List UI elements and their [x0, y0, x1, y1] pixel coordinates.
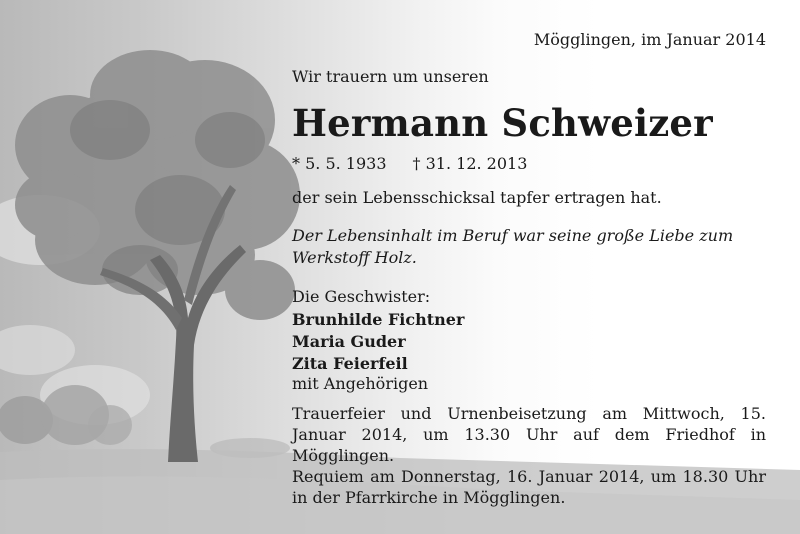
place-date: Mögglingen, im Januar 2014 [533, 30, 766, 49]
memorial-quote: Der Lebensinhalt im Beruf war seine große Liebe zum Werkstoff Holz. [292, 226, 734, 267]
fate-line: der sein Lebensschicksal tapfer ertragen hat. [292, 188, 662, 207]
intro-line: Wir trauern um unseren [292, 67, 489, 86]
siblings-heading: Die Geschwister: [292, 287, 431, 306]
requiem-details: Requiem am Donnerstag, 16. Januar 2014, um 18.30 Uhr in der Pfarrkirche in Mögglingen. [292, 467, 766, 507]
sibling-name: Zita Feierfeil [292, 354, 408, 373]
siblings-list [292, 309, 464, 375]
birth-date: * 5. 5. 1933 [292, 154, 387, 173]
death-date: † 31. 12. 2013 [412, 154, 528, 173]
deceased-name: Hermann Schweizer [292, 101, 713, 145]
sibling-name: Brunhilde Fichtner [292, 310, 465, 329]
relatives-line: mit Angehörigen [292, 374, 429, 393]
sibling-name: Maria Guder [292, 332, 406, 351]
funeral-details: Trauerfeier und Urnenbeisetzung am Mittwoch, 15. Januar 2014, um 13.30 Uhr auf dem Friedhof in Mögglingen. [292, 404, 766, 465]
life-dates [292, 154, 527, 173]
